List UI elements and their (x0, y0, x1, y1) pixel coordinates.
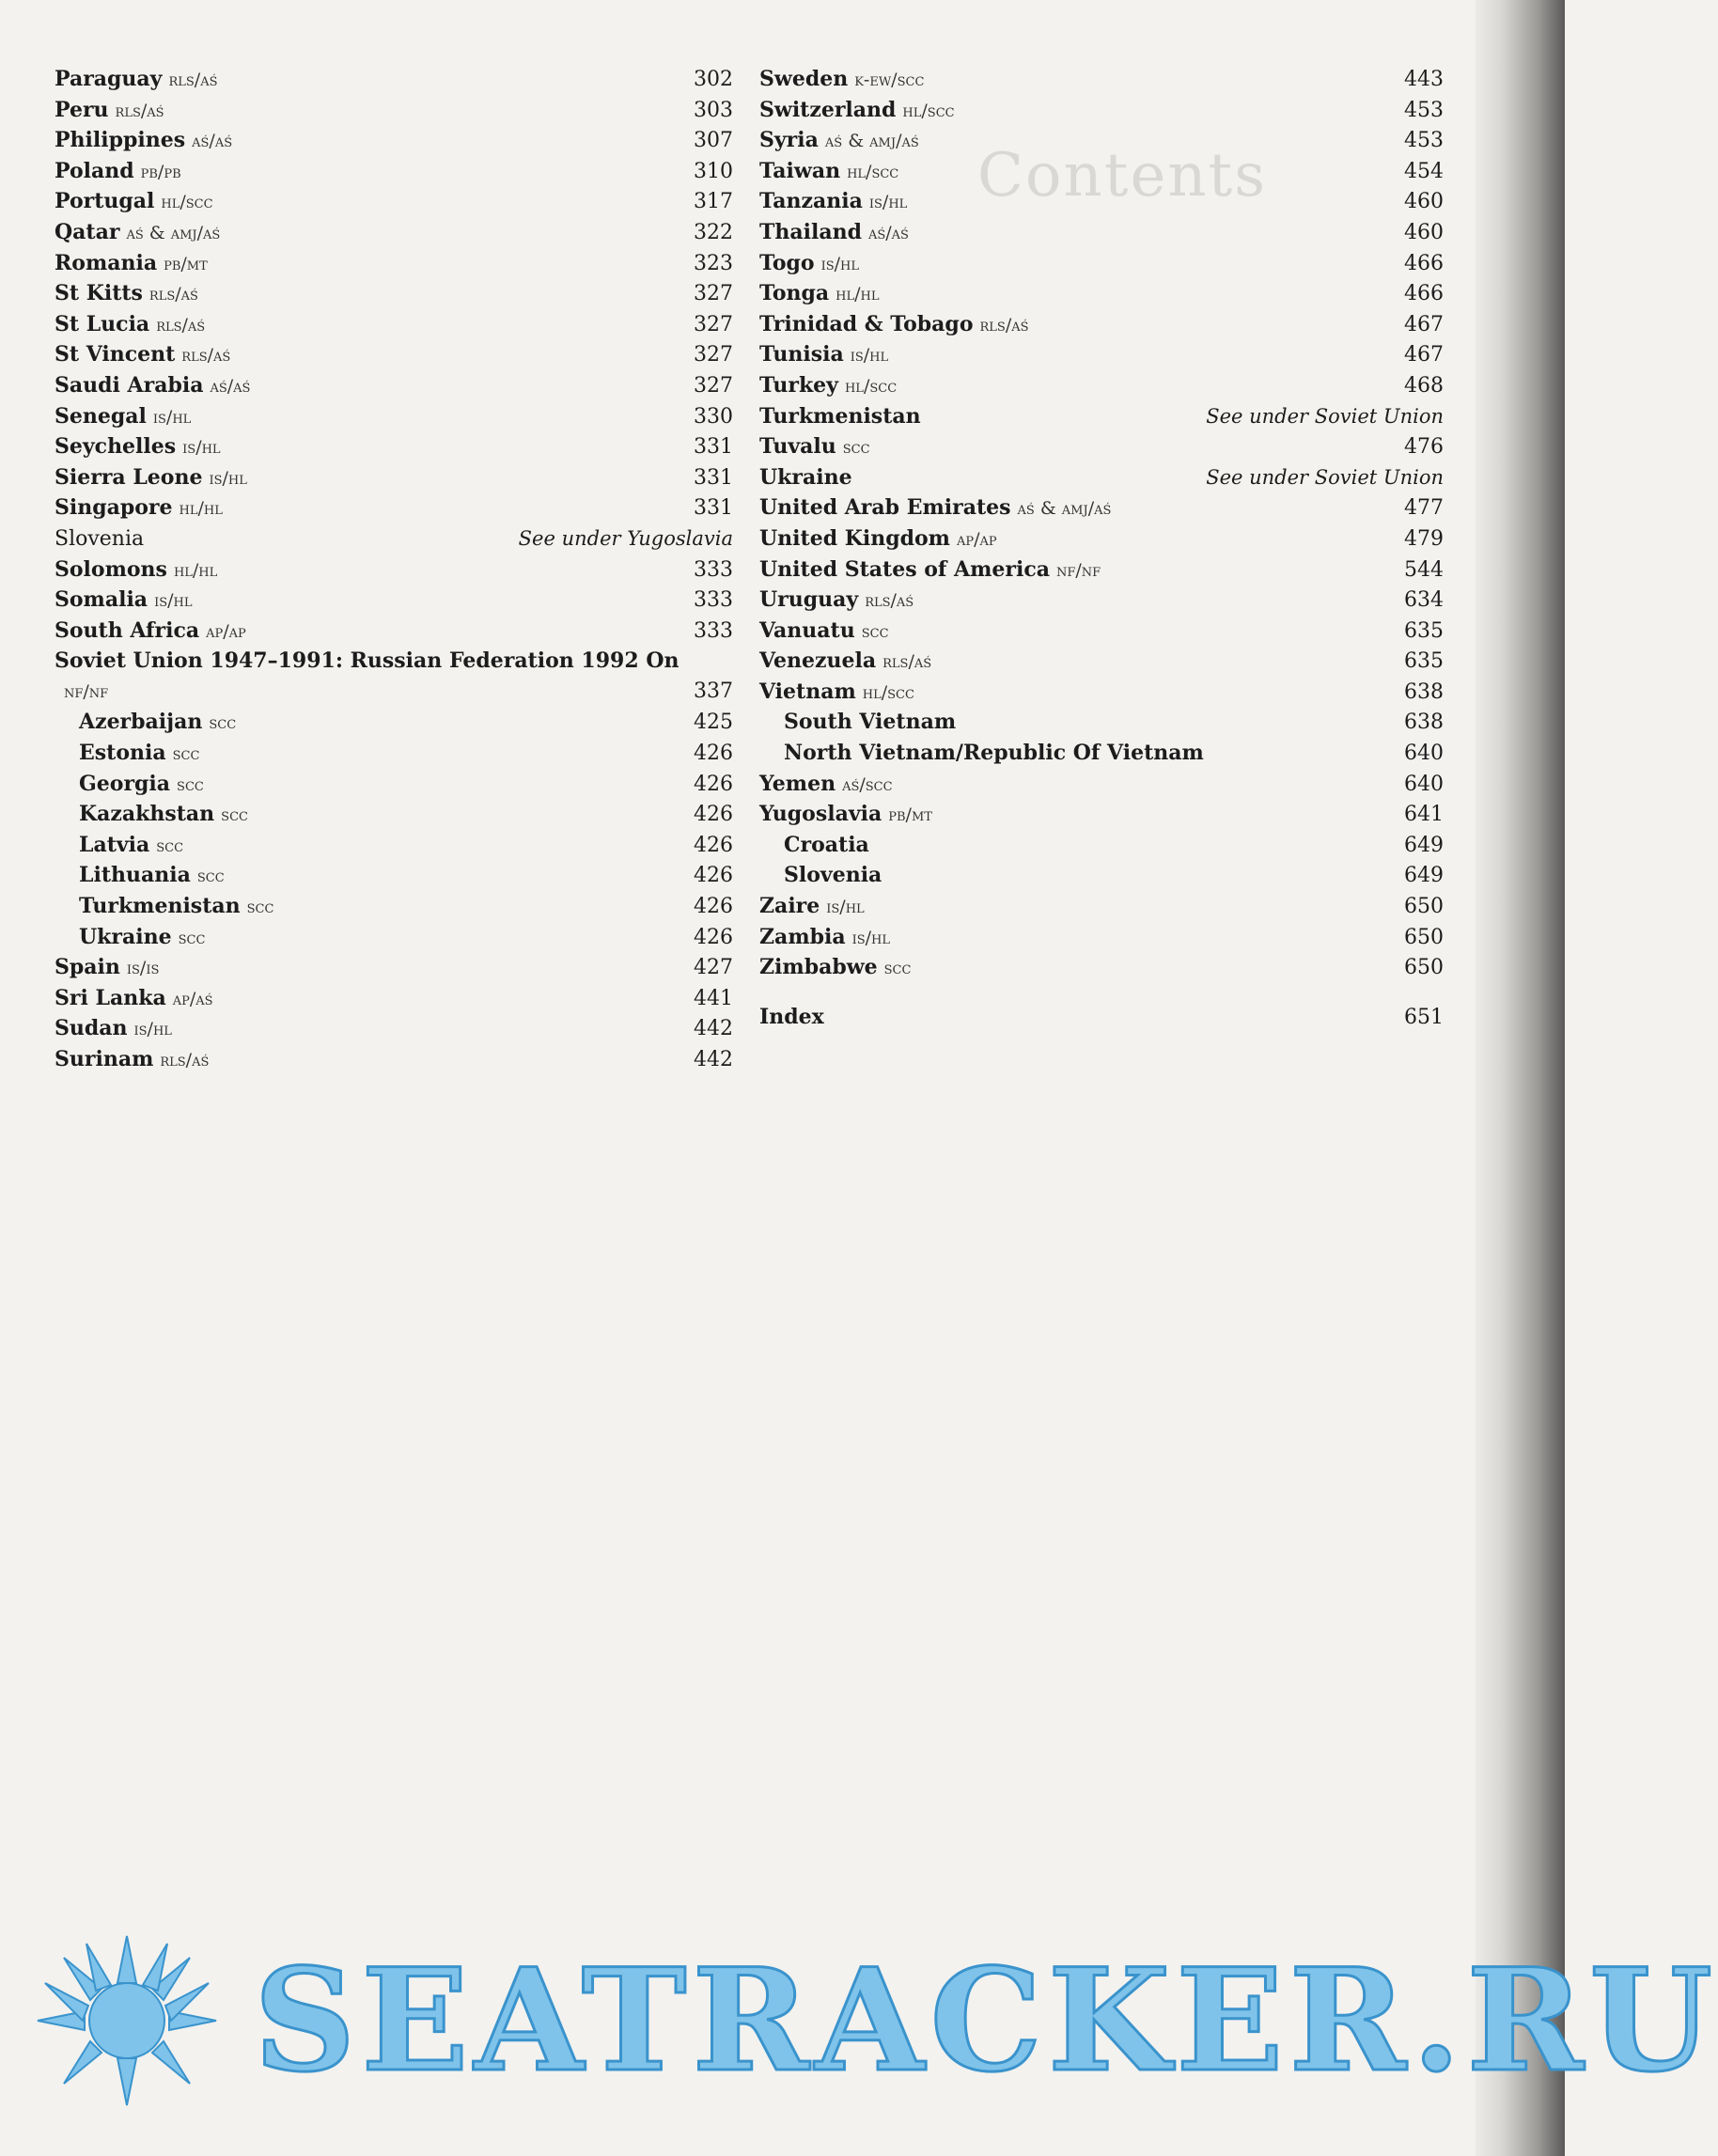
toc-entry[interactable]: Latvia scc 426 (79, 832, 733, 857)
toc-entry[interactable]: Philippines aś/aś 307 (55, 128, 733, 153)
toc-entry[interactable]: Vietnam hl/scc 638 (759, 679, 1444, 704)
toc-entry[interactable]: Sweden k-ew/scc 443 (759, 67, 1444, 91)
toc-entry[interactable]: Saudi Arabia aś/aś 327 (55, 372, 733, 398)
page-edge-shadow (1476, 0, 1565, 2156)
toc-entry[interactable]: United States of America nf/nf 544 (759, 556, 1444, 582)
toc-entry[interactable]: United Kingdom ap/ap 479 (759, 525, 1444, 551)
toc-entry[interactable]: South Vietnam 638 (784, 710, 1444, 735)
toc-entry[interactable]: Lithuania scc 426 (79, 863, 733, 888)
toc-entry[interactable]: Trinidad & Tobago rls/aś 467 (759, 311, 1444, 336)
toc-entry[interactable]: Romania pb/mt 323 (55, 250, 733, 275)
toc-entry[interactable]: Azerbaijan scc 425 (79, 710, 733, 735)
toc-entry[interactable]: Soviet Union 1947–1991: Russian Federation 1992 On (55, 648, 679, 674)
toc-entry[interactable]: Singapore hl/hl 331 (55, 495, 733, 521)
background-heading: Contents (977, 141, 1268, 211)
toc-entry[interactable]: Zaire is/hl 650 (759, 894, 1444, 919)
toc-entry[interactable]: Kazakhstan scc 426 (79, 802, 733, 827)
toc-entry[interactable]: Slovenia See under Yugoslavia (55, 526, 733, 551)
toc-entry[interactable]: Tonga hl/hl 466 (759, 281, 1444, 306)
toc-entry[interactable]: Zimbabwe scc 650 (759, 955, 1444, 980)
toc-entry[interactable]: Syria aś & amj/aś 453 (759, 128, 1444, 153)
toc-entry[interactable]: Taiwan hl/scc 454 (759, 158, 1444, 183)
toc-entry[interactable]: Turkmenistan See under Soviet Union (759, 403, 1444, 429)
toc-entry[interactable]: nf/nf 337 (64, 679, 733, 703)
toc-entry[interactable]: Switzerland hl/scc 453 (759, 97, 1444, 122)
toc-entry[interactable]: St Lucia rls/aś 327 (55, 311, 733, 336)
toc-entry[interactable]: Togo is/hl 466 (759, 250, 1444, 275)
toc-entry[interactable]: Spain is/is 427 (55, 955, 733, 980)
toc-entry[interactable]: Poland pb/pb 310 (55, 158, 733, 183)
toc-entry[interactable]: Tunisia is/hl 467 (759, 342, 1444, 367)
left-column (55, 64, 733, 1075)
toc-entry[interactable]: Slovenia 649 (784, 863, 1444, 888)
toc-entry[interactable]: South Africa ap/ap 333 (55, 617, 733, 643)
right-column (759, 64, 1444, 1032)
toc-entry[interactable]: Seychelles is/hl 331 (55, 434, 733, 460)
toc-entry[interactable]: Qatar aś & amj/aś 322 (55, 219, 733, 244)
toc-entry[interactable]: Ukraine See under Soviet Union (759, 464, 1444, 490)
toc-entry[interactable]: Senegal is/hl 330 (55, 403, 733, 429)
toc-entry[interactable]: Peru rls/aś 303 (55, 97, 733, 122)
toc-entry[interactable]: Sudan is/hl 442 (55, 1016, 733, 1041)
toc-entry[interactable]: Sri Lanka ap/aś 441 (55, 985, 733, 1010)
toc-entry[interactable]: Tanzania is/hl 460 (759, 189, 1444, 214)
toc-entry[interactable]: Thailand aś/aś 460 (759, 219, 1444, 244)
toc-entry[interactable]: Paraguay rls/aś 302 (55, 67, 733, 91)
toc-entry[interactable]: Zambia is/hl 650 (759, 924, 1444, 949)
toc-entry[interactable]: Turkmenistan scc 426 (79, 894, 733, 919)
toc-entry[interactable]: Portugal hl/scc 317 (55, 189, 733, 214)
toc-entry[interactable]: Vanuatu scc 635 (759, 617, 1444, 643)
toc-entry[interactable]: Estonia scc 426 (79, 741, 733, 766)
toc-entry[interactable]: Georgia scc 426 (79, 771, 733, 796)
toc-entry[interactable]: Ukraine scc 426 (79, 924, 733, 949)
watermark-text: SEATRACKER.RU (254, 1938, 1718, 2103)
toc-entry[interactable]: Uruguay rls/aś 634 (759, 587, 1444, 613)
toc-entry[interactable]: St Kitts rls/aś 327 (55, 281, 733, 306)
toc-entry-index[interactable]: Index 651 (759, 1004, 1444, 1029)
toc-entry[interactable]: Solomons hl/hl 333 (55, 556, 733, 582)
toc-entry[interactable]: Venezuela rls/aś 635 (759, 648, 1444, 674)
toc-entry[interactable]: Somalia is/hl 333 (55, 587, 733, 613)
seatracker-watermark (28, 1927, 1718, 2115)
toc-entry[interactable]: Yemen aś/scc 640 (759, 771, 1444, 796)
toc-entry[interactable]: North Vietnam/Republic Of Vietnam 640 (784, 741, 1444, 766)
toc-entry[interactable]: St Vincent rls/aś 327 (55, 342, 733, 367)
toc-entry[interactable]: Croatia 649 (784, 832, 1444, 857)
toc-entry[interactable]: Tuvalu scc 476 (759, 434, 1444, 460)
toc-entry[interactable]: Sierra Leone is/hl 331 (55, 464, 733, 490)
toc-entry[interactable]: Yugoslavia pb/mt 641 (759, 802, 1444, 827)
toc-entry[interactable]: United Arab Emirates aś & amj/aś 477 (759, 495, 1444, 521)
sun-logo-icon (28, 1927, 226, 2115)
toc-entry[interactable]: Surinam rls/aś 442 (55, 1047, 733, 1071)
toc-entry[interactable]: Turkey hl/scc 468 (759, 372, 1444, 398)
